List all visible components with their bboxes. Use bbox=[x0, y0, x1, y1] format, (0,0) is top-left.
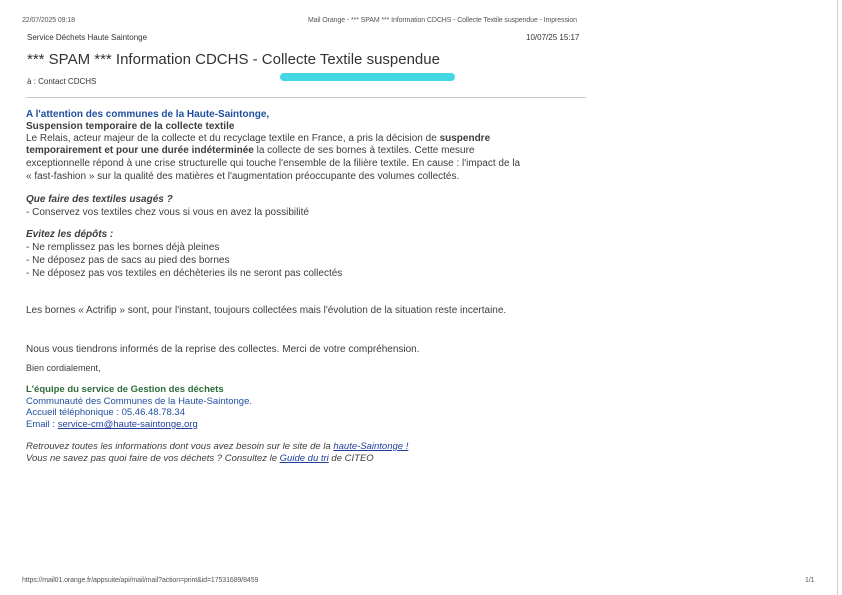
print-url: https://mail01.orange.fr/appsuite/api/mail/mail?action=print&id=17531689/8459 bbox=[22, 577, 259, 584]
signature-email: Email : service-cm@haute-saintonge.org bbox=[26, 419, 198, 430]
email-date: 10/07/25 15:17 bbox=[526, 33, 580, 42]
print-datetime: 22/07/2025 09:18 bbox=[22, 17, 75, 24]
bornes-paragraph: Les bornes « Actrifip » sont, pour l'instant, toujours collectées mais l'évolution de la situation reste incertaine. bbox=[26, 305, 507, 316]
print-title: Mail Orange - *** SPAM *** Information CDCHS - Collecte Textile suspendue - Impression bbox=[308, 17, 577, 24]
closing-regards: Bien cordialement, bbox=[26, 363, 101, 373]
q2-item: - Ne remplissez pas les bornes déjà pleines bbox=[26, 242, 220, 253]
email-link[interactable]: service-cm@haute-saintonge.org bbox=[57, 419, 198, 430]
scan-edge bbox=[837, 0, 838, 595]
q2-title: Evitez les dépôts : bbox=[26, 229, 114, 240]
email-subject: *** SPAM *** Information CDCHS - Collecte Textile suspendue bbox=[27, 51, 440, 68]
haute-saintonge-link[interactable]: haute-Saintonge ! bbox=[333, 441, 409, 452]
para1-line4: « fast-fashion » sur la qualité des matières et l'augmentation préoccupante des volumes collectés. bbox=[26, 171, 460, 182]
para1-line1: Le Relais, acteur majeur de la collecte et du recyclage textile en France, a pris la décision de suspendre bbox=[26, 133, 491, 144]
signature-phone: Accueil téléphonique : 05.46.48.78.34 bbox=[26, 407, 185, 418]
footer-note-line1: Retrouvez toutes les informations dont vous avez besoin sur le site de la haute-Saintonge ! bbox=[26, 441, 409, 452]
redaction-highlight bbox=[280, 73, 455, 81]
q1-item: - Conservez vos textiles chez vous si vous en avez la possibilité bbox=[26, 207, 309, 218]
q2-item: - Ne déposez pas vos textiles en déchèteries ils ne seront pas collectés bbox=[26, 268, 343, 279]
para1-line2: temporairement et pour une durée indéterminée la collecte de ses bornes à textiles. Cette mesure bbox=[26, 145, 475, 156]
footer-note-line2: Vous ne savez pas quoi faire de vos déchets ? Consultez le Guide du tri de CITEO bbox=[26, 453, 374, 464]
attention-line: A l'attention des communes de la Haute-Saintonge, bbox=[26, 109, 270, 120]
q1-title: Que faire des textiles usagés ? bbox=[26, 194, 173, 205]
guide-du-tri-link[interactable]: Guide du tri bbox=[279, 453, 329, 464]
para1-line3: exceptionnelle répond à une crise structurelle qui touche l'ensemble de la filière textile. En cause : l'impact de la bbox=[26, 158, 521, 169]
header-divider bbox=[26, 97, 586, 98]
q2-item: - Ne déposez pas de sacs au pied des bornes bbox=[26, 255, 230, 266]
sender-name: Service Déchets Haute Saintonge bbox=[27, 33, 148, 42]
signature-team: L'équipe du service de Gestion des déchets bbox=[26, 384, 224, 395]
page-number: 1/1 bbox=[805, 577, 815, 584]
inform-paragraph: Nous vous tiendrons informés de la reprise des collectes. Merci de votre compréhension. bbox=[26, 344, 420, 355]
signature-org: Communauté des Communes de la Haute-Saintonge. bbox=[26, 396, 253, 407]
recipient: à : Contact CDCHS bbox=[27, 77, 97, 86]
suspension-title: Suspension temporaire de la collecte textile bbox=[26, 121, 235, 132]
